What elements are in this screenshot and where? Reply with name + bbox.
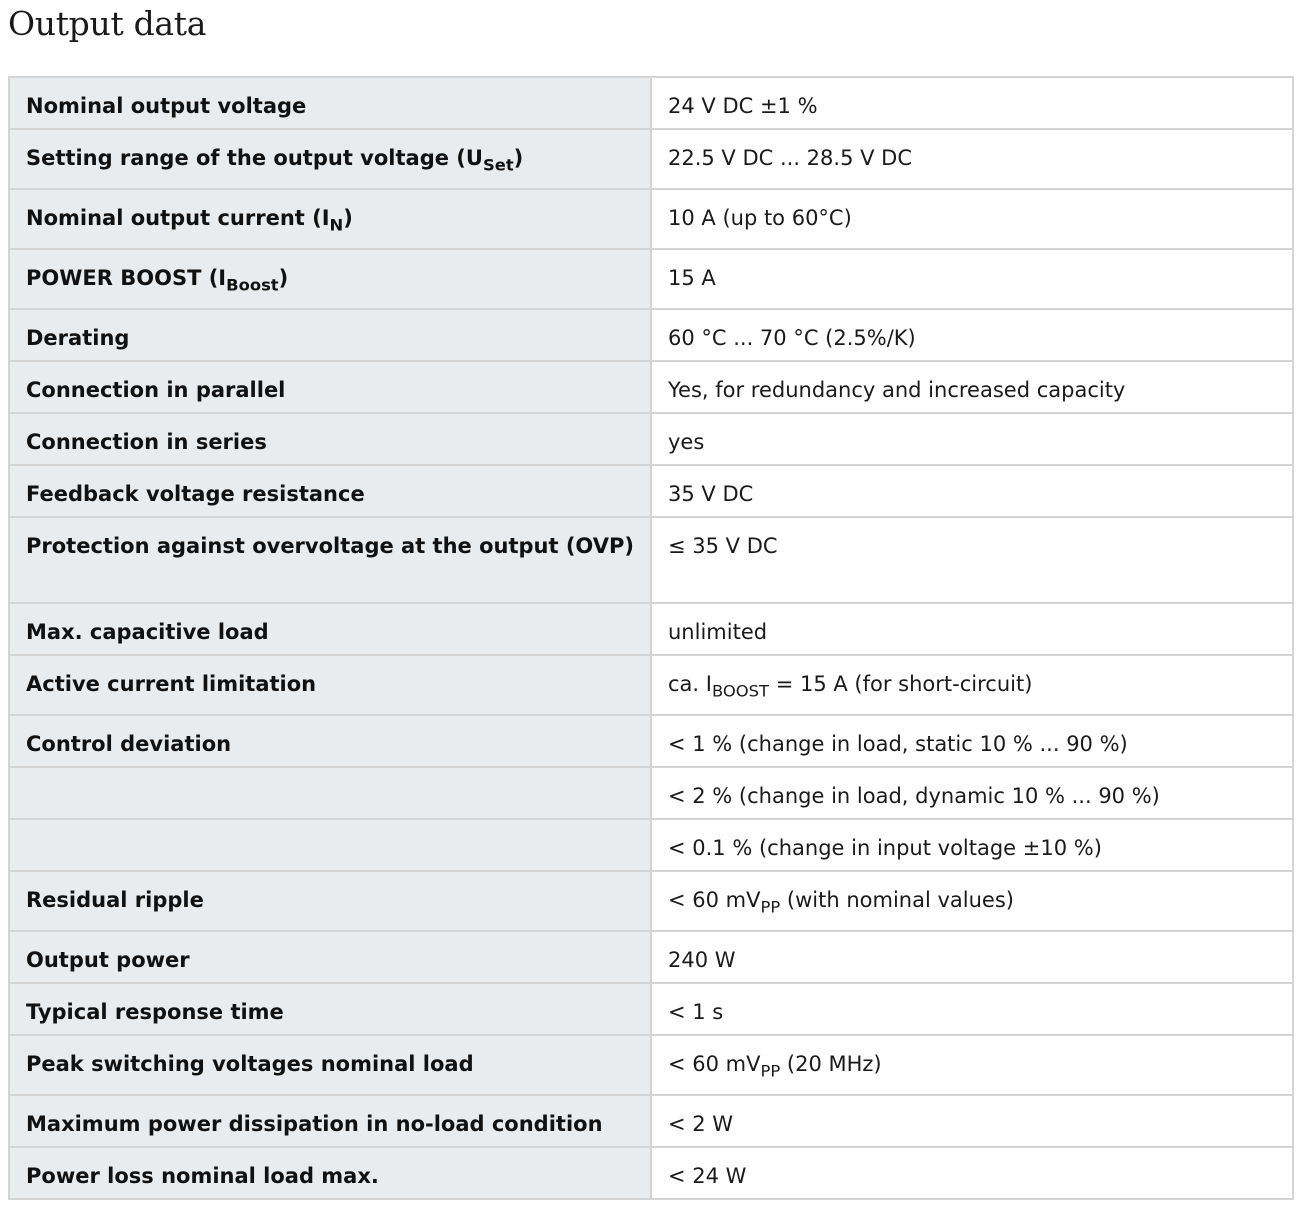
row-value: < 1 s — [651, 983, 1293, 1035]
row-value: 35 V DC — [651, 465, 1293, 517]
row-value: < 2 % (change in load, dynamic 10 % ... 90 %) — [651, 767, 1293, 819]
row-label: Typical response time — [9, 983, 651, 1035]
row-value: < 2 W — [651, 1095, 1293, 1147]
table-row — [9, 77, 1293, 129]
row-label: POWER BOOST $(I_{Boost})$ — [9, 249, 651, 309]
table-row — [9, 819, 1293, 871]
table-row — [9, 767, 1293, 819]
row-label: Feedback voltage resistance — [9, 465, 651, 517]
table-row — [9, 1095, 1293, 1147]
table-row — [9, 1035, 1293, 1095]
row-value: < 24 W — [651, 1147, 1293, 1199]
output-data-table — [8, 76, 1294, 1200]
table-row — [9, 655, 1293, 715]
row-value: ≤ 35 V DC — [651, 517, 1293, 603]
table-row — [9, 309, 1293, 361]
row-value: Yes, for redundancy and increased capacity — [651, 361, 1293, 413]
table-row — [9, 871, 1293, 931]
row-value: < 60 $mV_{PP}$ (20 MHz) — [651, 1035, 1293, 1095]
table-row — [9, 715, 1293, 767]
table-row — [9, 361, 1293, 413]
table-body — [9, 77, 1293, 1199]
row-label: Derating — [9, 309, 651, 361]
row-label: Nominal output current $(I_N)$ — [9, 189, 651, 249]
row-value: yes — [651, 413, 1293, 465]
table-row — [9, 189, 1293, 249]
row-value: 24 V DC ±1 % — [651, 77, 1293, 129]
row-label: Active current limitation — [9, 655, 651, 715]
table-row — [9, 517, 1293, 603]
row-value: 22.5 V DC ... 28.5 V DC — [651, 129, 1293, 189]
row-value: < 60 $mV_{PP}$ (with nominal values) — [651, 871, 1293, 931]
row-label: Power loss nominal load max. — [9, 1147, 651, 1199]
row-label: Protection against overvoltage at the output (OVP) — [9, 517, 651, 603]
row-label: Max. capacitive load — [9, 603, 651, 655]
row-value: 15 A — [651, 249, 1293, 309]
row-value: 240 W — [651, 931, 1293, 983]
row-label: Peak switching voltages nominal load — [9, 1035, 651, 1095]
table-row — [9, 129, 1293, 189]
table-row — [9, 603, 1293, 655]
row-label — [9, 819, 651, 871]
table-row — [9, 931, 1293, 983]
row-label: Residual ripple — [9, 871, 651, 931]
row-label: Output power — [9, 931, 651, 983]
row-label: Control deviation — [9, 715, 651, 767]
row-value: ca. $I_{BOOST} = 15$ A (for short-circuit) — [651, 655, 1293, 715]
row-value: < 0.1 % (change in input voltage ±10 %) — [651, 819, 1293, 871]
table-row — [9, 413, 1293, 465]
row-label: Maximum power dissipation in no-load condition — [9, 1095, 651, 1147]
row-label: Nominal output voltage — [9, 77, 651, 129]
table-row — [9, 1147, 1293, 1199]
row-label: Setting range of the output voltage $(U_{Set})$ — [9, 129, 651, 189]
table-row — [9, 465, 1293, 517]
page-title: Output data — [8, 4, 207, 43]
row-value: < 1 % (change in load, static 10 % ... 90 %) — [651, 715, 1293, 767]
table-row — [9, 249, 1293, 309]
table-row — [9, 983, 1293, 1035]
row-label: Connection in parallel — [9, 361, 651, 413]
row-value: unlimited — [651, 603, 1293, 655]
row-label: Connection in series — [9, 413, 651, 465]
row-value: 60 °C ... 70 °C (2.5%/K) — [651, 309, 1293, 361]
row-label — [9, 767, 651, 819]
row-value: 10 A (up to 60°C) — [651, 189, 1293, 249]
